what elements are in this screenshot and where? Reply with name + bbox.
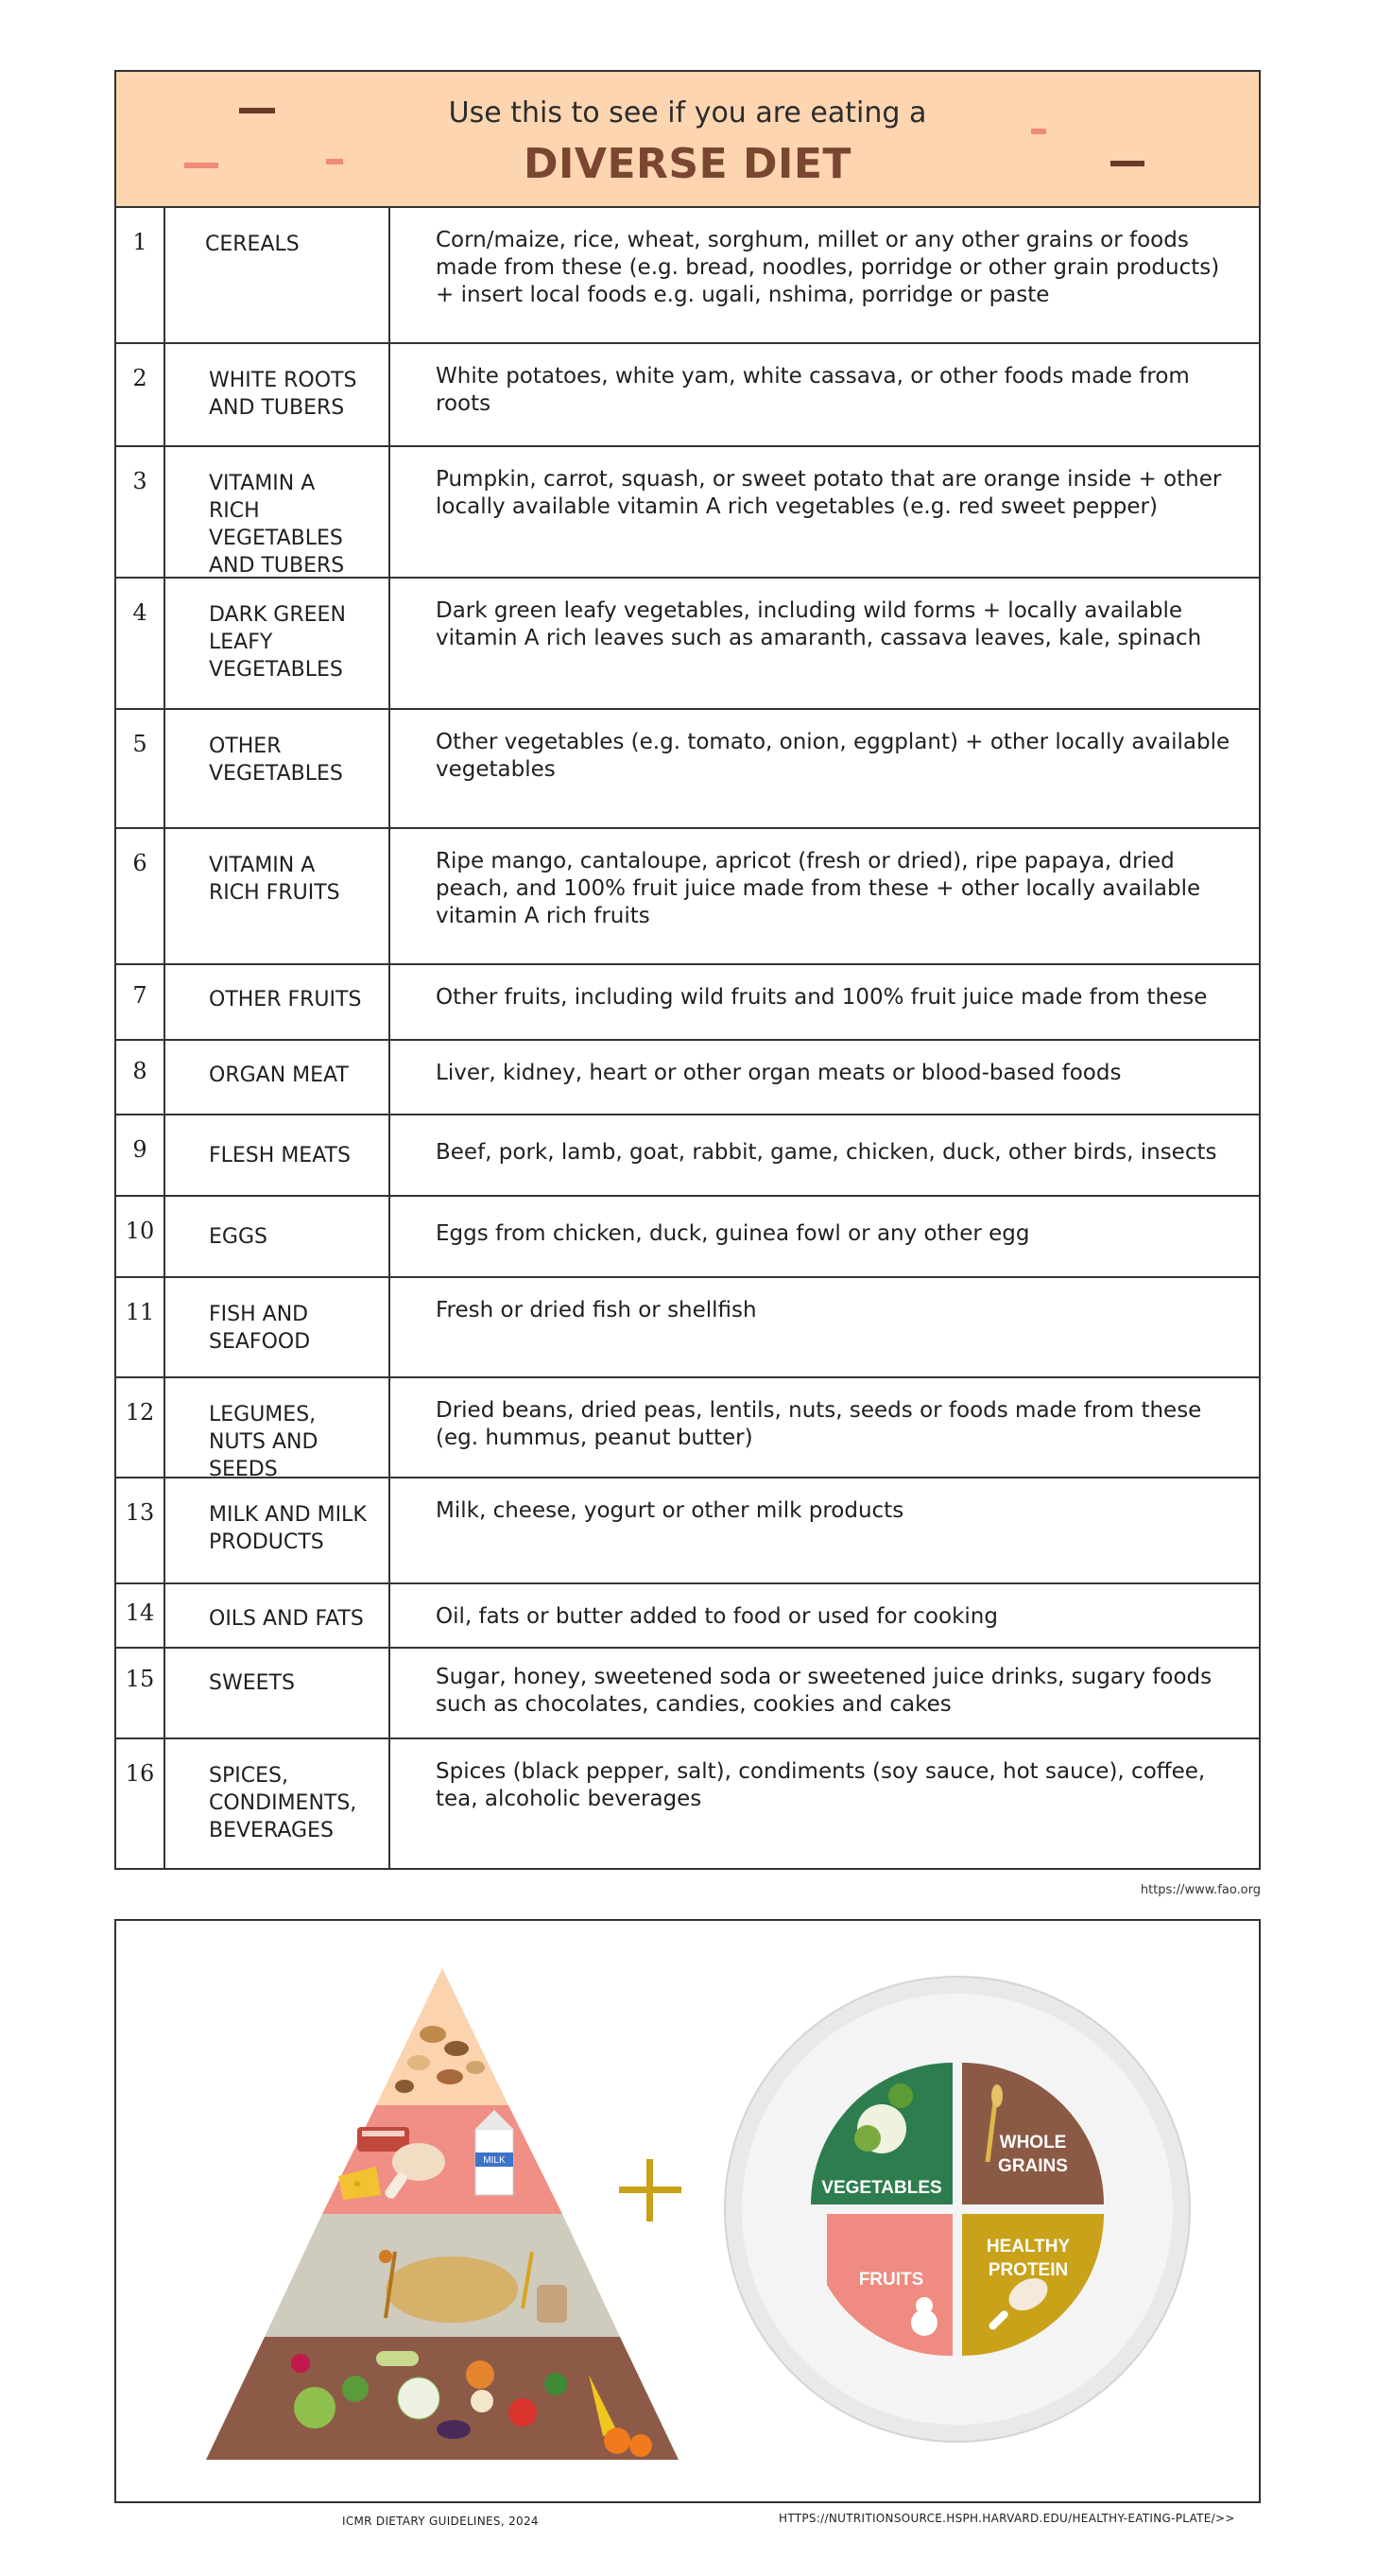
food-group: SWEETS	[165, 1649, 390, 1738]
food-examples: Oil, fats or butter added to food or used for cooking	[436, 1604, 998, 1629]
row-number: 9	[116, 1115, 165, 1195]
food-group: OTHER FRUITS	[165, 965, 390, 1039]
table-row	[116, 1649, 1259, 1739]
row-number: 10	[116, 1197, 165, 1276]
row-number: 7	[116, 965, 165, 1039]
milk-label: MILK	[483, 2155, 506, 2166]
food-group: FLESH MEATS	[165, 1115, 390, 1195]
plate-label-vegetables: VEGETABLES	[821, 2178, 942, 2198]
food-group: VITAMIN A RICH FRUITS	[165, 829, 390, 963]
food-group: OILS AND FATS	[165, 1584, 390, 1647]
food-group: OTHER VEGETABLES	[165, 710, 390, 827]
diet-table	[114, 70, 1261, 1870]
table-row	[116, 1378, 1259, 1481]
table-row	[116, 1115, 1259, 1197]
food-group: SPICES, CONDIMENTS, BEVERAGES	[165, 1739, 390, 1870]
illustration-panel	[114, 1919, 1261, 2503]
food-examples: Dried beans, dried peas, lentils, nuts, seeds or foods made from these (eg. hummus, peanut butter)	[436, 1398, 1202, 1450]
table-row	[116, 579, 1259, 710]
table-row	[116, 208, 1259, 344]
table-row	[116, 1739, 1259, 1870]
food-examples: Ripe mango, cantaloupe, apricot (fresh or dried), ripe papaya, dried peach, and 100% fruit juice made from these + other locally available vitamin A rich fruits	[436, 849, 1201, 928]
row-number: 16	[116, 1739, 165, 1870]
row-number: 14	[116, 1584, 165, 1647]
table-row	[116, 1041, 1259, 1115]
header-title: DIVERSE DIET	[524, 140, 851, 188]
source-link-fao[interactable]: https://www.fao.org	[1140, 1883, 1261, 1897]
food-group: ORGAN MEAT	[165, 1041, 390, 1114]
food-examples: Spices (black pepper, salt), condiments (soy sauce, hot sauce), coffee, tea, alcoholic beverages	[436, 1759, 1206, 1811]
row-number: 5	[116, 710, 165, 827]
footer-icmr-source: ICMR DIETARY GUIDELINES, 2024	[342, 2515, 539, 2528]
table-row	[116, 1197, 1259, 1278]
food-examples: Corn/maize, rice, wheat, sorghum, millet or any other grains or foods made from these (e.g. bread, noodles, porridge or other grain products) + insert local foods e.g. ugali, nshima, porridge or paste	[436, 228, 1220, 307]
food-group: DARK GREEN LEAFY VEGETABLES	[165, 579, 390, 708]
food-examples: Eggs from chicken, duck, guinea fowl or any other egg	[436, 1221, 1030, 1246]
table-row	[116, 1478, 1259, 1584]
table-row	[116, 1278, 1259, 1378]
table-row	[116, 710, 1259, 829]
row-number: 3	[116, 447, 165, 577]
header-subtitle: Use this to see if you are eating a	[448, 96, 927, 130]
row-number: 11	[116, 1278, 165, 1376]
row-number: 13	[116, 1478, 165, 1582]
table-row	[116, 1584, 1259, 1649]
plus-icon	[617, 2157, 683, 2223]
food-examples: Beef, pork, lamb, goat, rabbit, game, chicken, duck, other birds, insects	[436, 1140, 1217, 1165]
plate-label-healthy-protein-line2: PROTEIN	[988, 2260, 1069, 2280]
food-examples: Sugar, honey, sweetened soda or sweetened juice drinks, sugary foods such as chocolates, candies, cookies and cakes	[436, 1665, 1213, 1717]
food-examples: Fresh or dried fish or shellfish	[436, 1298, 757, 1323]
table-row	[116, 829, 1259, 965]
row-number: 8	[116, 1041, 165, 1114]
row-number: 15	[116, 1649, 165, 1738]
food-examples: Dark green leafy vegetables, including wild forms + locally available vitamin A rich leaves such as amaranth, cassava leaves, kale, spinach	[436, 598, 1202, 650]
healthy-eating-plate	[721, 1973, 1194, 2446]
food-group: WHITE ROOTS AND TUBERS	[165, 344, 390, 445]
table-row	[116, 447, 1259, 579]
row-number: 4	[116, 579, 165, 708]
food-examples: Pumpkin, carrot, squash, or sweet potato that are orange inside + other locally available vitamin A rich vegetables (e.g. red sweet pepper)	[436, 467, 1222, 519]
plate-label-healthy-protein-line1: HEALTHY	[986, 2237, 1071, 2256]
table-header	[116, 72, 1259, 208]
footer-harvard-link[interactable]: HTTPS://NUTRITIONSOURCE.HSPH.HARVARD.EDU/HEALTHY-EATING-PLATE/>>	[779, 2512, 1235, 2525]
food-group: VITAMIN A RICH VEGETABLES AND TUBERS	[165, 447, 390, 577]
food-group: LEGUMES, NUTS AND SEEDS	[165, 1378, 390, 1477]
food-examples: White potatoes, white yam, white cassava, or other foods made from roots	[436, 364, 1190, 416]
food-examples: Liver, kidney, heart or other organ meats or blood-based foods	[436, 1061, 1122, 1085]
row-number: 12	[116, 1378, 165, 1477]
plate-label-whole-grains-line1: WHOLE	[999, 2133, 1067, 2152]
table-row	[116, 965, 1259, 1041]
row-number: 6	[116, 829, 165, 963]
food-examples: Milk, cheese, yogurt or other milk products	[436, 1498, 904, 1523]
plate-label-fruits: FRUITS	[858, 2270, 924, 2290]
plate-inner	[742, 1994, 1173, 2425]
food-group: CEREALS	[165, 208, 390, 342]
food-group: MILK AND MILK PRODUCTS	[165, 1478, 390, 1582]
table-row	[116, 344, 1259, 447]
food-examples: Other fruits, including wild fruits and 100% fruit juice made from these	[436, 985, 1208, 1010]
plate-label-whole-grains-line2: GRAINS	[998, 2156, 1068, 2176]
food-group: EGGS	[165, 1197, 390, 1276]
row-number: 2	[116, 344, 165, 445]
row-number: 1	[116, 208, 165, 342]
food-group: FISH AND SEAFOOD	[165, 1278, 390, 1376]
food-examples: Other vegetables (e.g. tomato, onion, eggplant) + other locally available vegetables	[436, 730, 1230, 782]
